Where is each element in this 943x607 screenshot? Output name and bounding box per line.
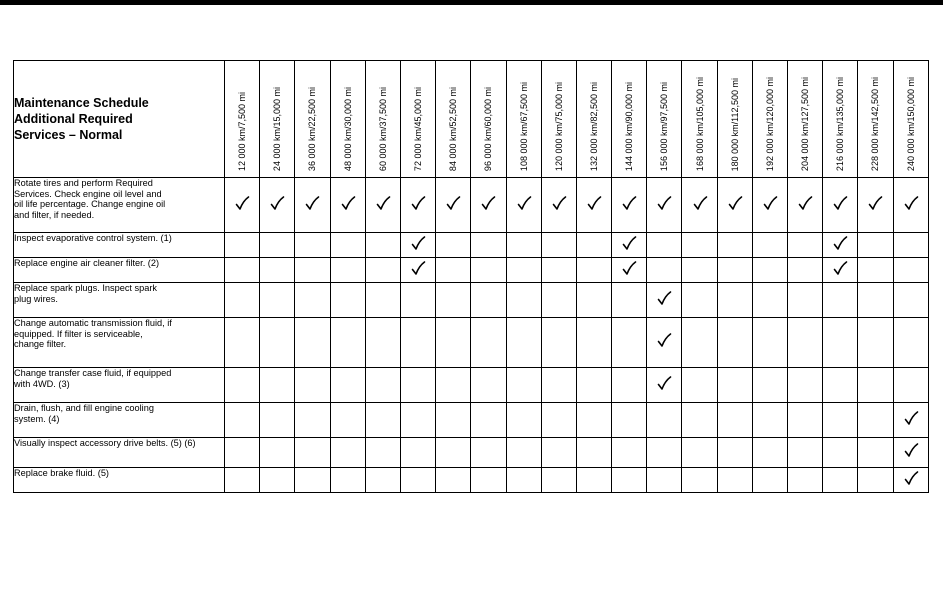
schedule-cell <box>893 283 928 318</box>
interval-header <box>471 61 506 178</box>
check-mark-icon <box>551 195 567 211</box>
table-row <box>14 438 929 468</box>
schedule-cell <box>717 438 752 468</box>
schedule-cell <box>541 178 576 233</box>
header-row <box>14 61 929 178</box>
schedule-cell <box>330 468 365 493</box>
schedule-cell <box>717 283 752 318</box>
check-mark-icon <box>797 195 813 211</box>
schedule-cell <box>541 368 576 403</box>
schedule-cell <box>260 283 295 318</box>
schedule-cell <box>506 258 541 283</box>
title-line-1: Maintenance Schedule <box>14 96 149 110</box>
schedule-cell <box>647 258 682 283</box>
interval-header <box>858 61 893 178</box>
interval-label: 24 000 km/15,000 mi <box>272 86 283 171</box>
check-mark-icon <box>832 260 848 276</box>
service-line: equipped. If filter is serviceable, <box>14 328 143 339</box>
interval-label: 240 000 km/150,000 mi <box>905 76 916 171</box>
schedule-cell <box>752 403 787 438</box>
schedule-cell <box>752 368 787 403</box>
schedule-cell <box>893 368 928 403</box>
schedule-cell <box>436 403 471 438</box>
schedule-cell <box>788 258 823 283</box>
schedule-cell <box>682 178 717 233</box>
interval-label: 36 000 km/22,500 mi <box>307 86 318 171</box>
schedule-cell <box>330 318 365 368</box>
schedule-cell <box>330 258 365 283</box>
interval-label: 156 000 km/97,500 mi <box>659 81 670 171</box>
schedule-cell <box>752 283 787 318</box>
check-mark-icon <box>445 195 461 211</box>
service-line: plug wires. <box>14 293 58 304</box>
interval-header <box>365 61 400 178</box>
service-line: Visually inspect accessory drive belts. (5) (6) <box>14 438 196 448</box>
interval-header <box>400 61 435 178</box>
check-mark-icon <box>903 470 919 486</box>
schedule-cell <box>858 283 893 318</box>
service-line: and filter, if needed. <box>14 209 95 220</box>
schedule-cell <box>541 438 576 468</box>
schedule-cell <box>647 178 682 233</box>
interval-label: 120 000 km/75,000 mi <box>553 81 564 171</box>
service-description <box>14 283 225 318</box>
top-rule <box>0 0 943 5</box>
schedule-cell <box>858 178 893 233</box>
schedule-cell <box>823 233 858 258</box>
schedule-cell <box>893 438 928 468</box>
schedule-cell <box>295 178 330 233</box>
schedule-cell <box>788 283 823 318</box>
interval-label: 72 000 km/45,000 mi <box>413 86 424 171</box>
schedule-cell <box>541 318 576 368</box>
interval-header <box>260 61 295 178</box>
schedule-cell <box>717 178 752 233</box>
schedule-cell <box>295 438 330 468</box>
schedule-cell <box>436 258 471 283</box>
schedule-cell <box>823 438 858 468</box>
check-mark-icon <box>586 195 602 211</box>
check-mark-icon <box>234 195 250 211</box>
schedule-cell <box>225 318 260 368</box>
table-row <box>14 368 929 403</box>
schedule-cell <box>436 233 471 258</box>
interval-label: 168 000 km/105,000 mi <box>694 76 705 171</box>
schedule-cell <box>858 403 893 438</box>
interval-header <box>647 61 682 178</box>
schedule-cell <box>295 258 330 283</box>
schedule-cell <box>436 318 471 368</box>
schedule-cell <box>752 233 787 258</box>
schedule-cell <box>471 438 506 468</box>
schedule-cell <box>823 403 858 438</box>
check-mark-icon <box>410 235 426 251</box>
schedule-cell <box>365 178 400 233</box>
check-mark-icon <box>656 332 672 348</box>
schedule-cell <box>330 438 365 468</box>
title-line-3: Services – Normal <box>14 128 123 142</box>
schedule-cell <box>295 233 330 258</box>
check-mark-icon <box>762 195 778 211</box>
schedule-cell <box>365 368 400 403</box>
interval-label: 84 000 km/52,500 mi <box>448 86 459 171</box>
schedule-cell <box>788 403 823 438</box>
schedule-cell <box>823 468 858 493</box>
schedule-cell <box>365 258 400 283</box>
schedule-cell <box>506 283 541 318</box>
schedule-cell <box>471 403 506 438</box>
schedule-cell <box>612 178 647 233</box>
check-mark-icon <box>832 195 848 211</box>
service-line: Change transfer case fluid, if equipped <box>14 368 172 378</box>
interval-header <box>717 61 752 178</box>
schedule-cell <box>893 468 928 493</box>
interval-label: 48 000 km/30,000 mi <box>342 86 353 171</box>
table-row <box>14 258 929 283</box>
schedule-cell <box>330 178 365 233</box>
schedule-cell <box>506 233 541 258</box>
schedule-cell <box>260 403 295 438</box>
schedule-cell <box>717 258 752 283</box>
service-line: Replace engine air cleaner filter. (2) <box>14 258 160 268</box>
service-line: Services. Check engine oil level and <box>14 188 162 199</box>
schedule-cell <box>330 283 365 318</box>
maintenance-schedule-table <box>13 60 929 493</box>
schedule-cell <box>471 178 506 233</box>
check-mark-icon <box>480 195 496 211</box>
table-row <box>14 403 929 438</box>
schedule-cell <box>576 368 611 403</box>
schedule-cell <box>752 438 787 468</box>
schedule-cell <box>682 368 717 403</box>
schedule-cell <box>788 318 823 368</box>
interval-header <box>788 61 823 178</box>
interval-header <box>436 61 471 178</box>
schedule-cell <box>612 468 647 493</box>
schedule-cell <box>858 468 893 493</box>
check-mark-icon <box>903 195 919 211</box>
schedule-cell <box>471 368 506 403</box>
check-mark-icon <box>516 195 532 211</box>
service-description <box>14 178 225 233</box>
schedule-cell <box>647 468 682 493</box>
table-row <box>14 233 929 258</box>
schedule-cell <box>295 403 330 438</box>
check-mark-icon <box>656 290 672 306</box>
interval-header <box>576 61 611 178</box>
schedule-cell <box>225 403 260 438</box>
schedule-cell <box>612 438 647 468</box>
schedule-cell <box>893 233 928 258</box>
schedule-cell <box>436 368 471 403</box>
schedule-cell <box>858 438 893 468</box>
schedule-cell <box>295 468 330 493</box>
check-mark-icon <box>656 375 672 391</box>
schedule-cell <box>225 468 260 493</box>
check-mark-icon <box>621 260 637 276</box>
check-mark-icon <box>621 195 637 211</box>
schedule-cell <box>225 258 260 283</box>
schedule-cell <box>717 368 752 403</box>
schedule-cell <box>576 283 611 318</box>
schedule-cell <box>436 468 471 493</box>
interval-label: 180 000 km/112,500 mi <box>729 77 740 171</box>
schedule-cell <box>752 468 787 493</box>
schedule-cell <box>576 438 611 468</box>
schedule-cell <box>365 283 400 318</box>
interval-label: 204 000 km/127,500 mi <box>800 76 811 171</box>
schedule-cell <box>400 368 435 403</box>
check-mark-icon <box>727 195 743 211</box>
schedule-cell <box>506 318 541 368</box>
interval-header <box>752 61 787 178</box>
schedule-cell <box>436 438 471 468</box>
schedule-cell <box>400 468 435 493</box>
interval-header <box>612 61 647 178</box>
schedule-cell <box>436 178 471 233</box>
table-row <box>14 318 929 368</box>
service-line: Drain, flush, and fill engine cooling <box>14 403 154 413</box>
schedule-cell <box>260 178 295 233</box>
schedule-cell <box>576 468 611 493</box>
schedule-cell <box>576 318 611 368</box>
schedule-cell <box>893 318 928 368</box>
table-row <box>14 283 929 318</box>
schedule-cell <box>612 318 647 368</box>
interval-header <box>541 61 576 178</box>
schedule-cell <box>823 283 858 318</box>
service-line: system. (4) <box>14 413 60 424</box>
schedule-cell <box>506 403 541 438</box>
schedule-cell <box>365 318 400 368</box>
schedule-cell <box>225 233 260 258</box>
schedule-cell <box>471 233 506 258</box>
schedule-cell <box>788 438 823 468</box>
schedule-cell <box>752 318 787 368</box>
schedule-cell <box>823 178 858 233</box>
schedule-cell <box>295 368 330 403</box>
schedule-cell <box>682 403 717 438</box>
schedule-cell <box>682 233 717 258</box>
schedule-cell <box>225 283 260 318</box>
schedule-cell <box>541 283 576 318</box>
schedule-cell <box>752 178 787 233</box>
schedule-cell <box>400 258 435 283</box>
schedule-cell <box>752 258 787 283</box>
schedule-cell <box>893 403 928 438</box>
interval-header <box>225 61 260 178</box>
schedule-cell <box>612 233 647 258</box>
schedule-cell <box>682 258 717 283</box>
schedule-cell <box>260 468 295 493</box>
check-mark-icon <box>621 235 637 251</box>
title-line-2: Additional Required <box>14 112 133 126</box>
schedule-cell <box>788 468 823 493</box>
schedule-cell <box>330 403 365 438</box>
schedule-cell <box>471 283 506 318</box>
service-line: with 4WD. (3) <box>14 378 70 389</box>
schedule-cell <box>788 178 823 233</box>
schedule-cell <box>471 258 506 283</box>
schedule-cell <box>400 318 435 368</box>
service-description <box>14 233 225 258</box>
schedule-cell <box>541 258 576 283</box>
schedule-cell <box>858 233 893 258</box>
service-description <box>14 438 225 468</box>
schedule-cell <box>541 233 576 258</box>
schedule-cell <box>647 438 682 468</box>
schedule-cell <box>682 318 717 368</box>
schedule-cell <box>858 258 893 283</box>
check-mark-icon <box>692 195 708 211</box>
service-line: Replace spark plugs. Inspect spark <box>14 283 157 293</box>
check-mark-icon <box>656 195 672 211</box>
service-line: Inspect evaporative control system. (1) <box>14 233 172 243</box>
interval-header <box>295 61 330 178</box>
check-mark-icon <box>903 442 919 458</box>
schedule-cell <box>330 368 365 403</box>
table-row <box>14 178 929 233</box>
schedule-cell <box>717 318 752 368</box>
schedule-cell <box>788 368 823 403</box>
schedule-cell <box>365 403 400 438</box>
schedule-cell <box>436 283 471 318</box>
service-line: change filter. <box>14 339 67 349</box>
check-mark-icon <box>903 410 919 426</box>
interval-label: 96 000 km/60,000 mi <box>483 86 494 171</box>
schedule-cell <box>858 368 893 403</box>
schedule-cell <box>260 438 295 468</box>
check-mark-icon <box>867 195 883 211</box>
schedule-cell <box>330 233 365 258</box>
schedule-cell <box>576 403 611 438</box>
interval-header <box>893 61 928 178</box>
check-mark-icon <box>375 195 391 211</box>
interval-label: 12 000 km/7,500 mi <box>237 91 248 171</box>
interval-label: 192 000 km/120,000 mi <box>764 76 775 171</box>
schedule-cell <box>400 438 435 468</box>
schedule-cell <box>788 233 823 258</box>
schedule-cell <box>260 258 295 283</box>
check-mark-icon <box>340 195 356 211</box>
schedule-cell <box>612 258 647 283</box>
schedule-cell <box>647 283 682 318</box>
check-mark-icon <box>410 260 426 276</box>
schedule-cell <box>682 468 717 493</box>
schedule-cell <box>260 368 295 403</box>
schedule-cell <box>471 318 506 368</box>
interval-label: 216 000 km/135,000 mi <box>835 76 846 171</box>
schedule-cell <box>295 283 330 318</box>
schedule-cell <box>647 368 682 403</box>
schedule-cell <box>541 403 576 438</box>
service-description <box>14 368 225 403</box>
schedule-cell <box>576 178 611 233</box>
schedule-cell <box>893 258 928 283</box>
schedule-cell <box>506 438 541 468</box>
schedule-cell <box>506 368 541 403</box>
service-line: Replace brake fluid. (5) <box>14 468 109 478</box>
schedule-cell <box>576 258 611 283</box>
interval-label: 228 000 km/142,500 mi <box>870 76 881 171</box>
interval-header <box>682 61 717 178</box>
schedule-cell <box>225 368 260 403</box>
schedule-cell <box>893 178 928 233</box>
service-line: oil life percentage. Change engine oil <box>14 199 166 209</box>
interval-header <box>506 61 541 178</box>
table-row <box>14 468 929 493</box>
schedule-cell <box>506 468 541 493</box>
schedule-cell <box>823 368 858 403</box>
schedule-cell <box>400 233 435 258</box>
schedule-cell <box>576 233 611 258</box>
interval-header <box>330 61 365 178</box>
schedule-cell <box>225 178 260 233</box>
service-line: Change automatic transmission fluid, if <box>14 318 172 328</box>
check-mark-icon <box>304 195 320 211</box>
schedule-cell <box>612 368 647 403</box>
check-mark-icon <box>410 195 426 211</box>
schedule-cell <box>682 438 717 468</box>
schedule-cell <box>647 403 682 438</box>
schedule-cell <box>717 403 752 438</box>
schedule-cell <box>365 233 400 258</box>
schedule-cell <box>225 438 260 468</box>
schedule-cell <box>612 403 647 438</box>
service-description <box>14 468 225 493</box>
schedule-cell <box>260 318 295 368</box>
table-title <box>14 61 225 178</box>
schedule-cell <box>400 403 435 438</box>
interval-label: 60 000 km/37,500 mi <box>377 86 388 171</box>
interval-header <box>823 61 858 178</box>
schedule-cell <box>400 178 435 233</box>
check-mark-icon <box>832 235 848 251</box>
schedule-cell <box>823 318 858 368</box>
schedule-cell <box>471 468 506 493</box>
schedule-cell <box>647 233 682 258</box>
check-mark-icon <box>269 195 285 211</box>
schedule-cell <box>365 468 400 493</box>
interval-label: 132 000 km/82,500 mi <box>588 81 599 171</box>
schedule-cell <box>260 233 295 258</box>
service-description <box>14 318 225 368</box>
schedule-cell <box>682 283 717 318</box>
schedule-cell <box>400 283 435 318</box>
schedule-cell <box>823 258 858 283</box>
schedule-cell <box>858 318 893 368</box>
schedule-cell <box>506 178 541 233</box>
interval-label: 144 000 km/90,000 mi <box>624 81 635 171</box>
schedule-cell <box>295 318 330 368</box>
interval-label: 108 000 km/67,500 mi <box>518 81 529 171</box>
service-description <box>14 403 225 438</box>
schedule-cell <box>717 468 752 493</box>
service-description <box>14 258 225 283</box>
service-line: Rotate tires and perform Required <box>14 178 153 188</box>
schedule-cell <box>365 438 400 468</box>
schedule-cell <box>612 283 647 318</box>
schedule-cell <box>717 233 752 258</box>
schedule-cell <box>647 318 682 368</box>
schedule-cell <box>541 468 576 493</box>
